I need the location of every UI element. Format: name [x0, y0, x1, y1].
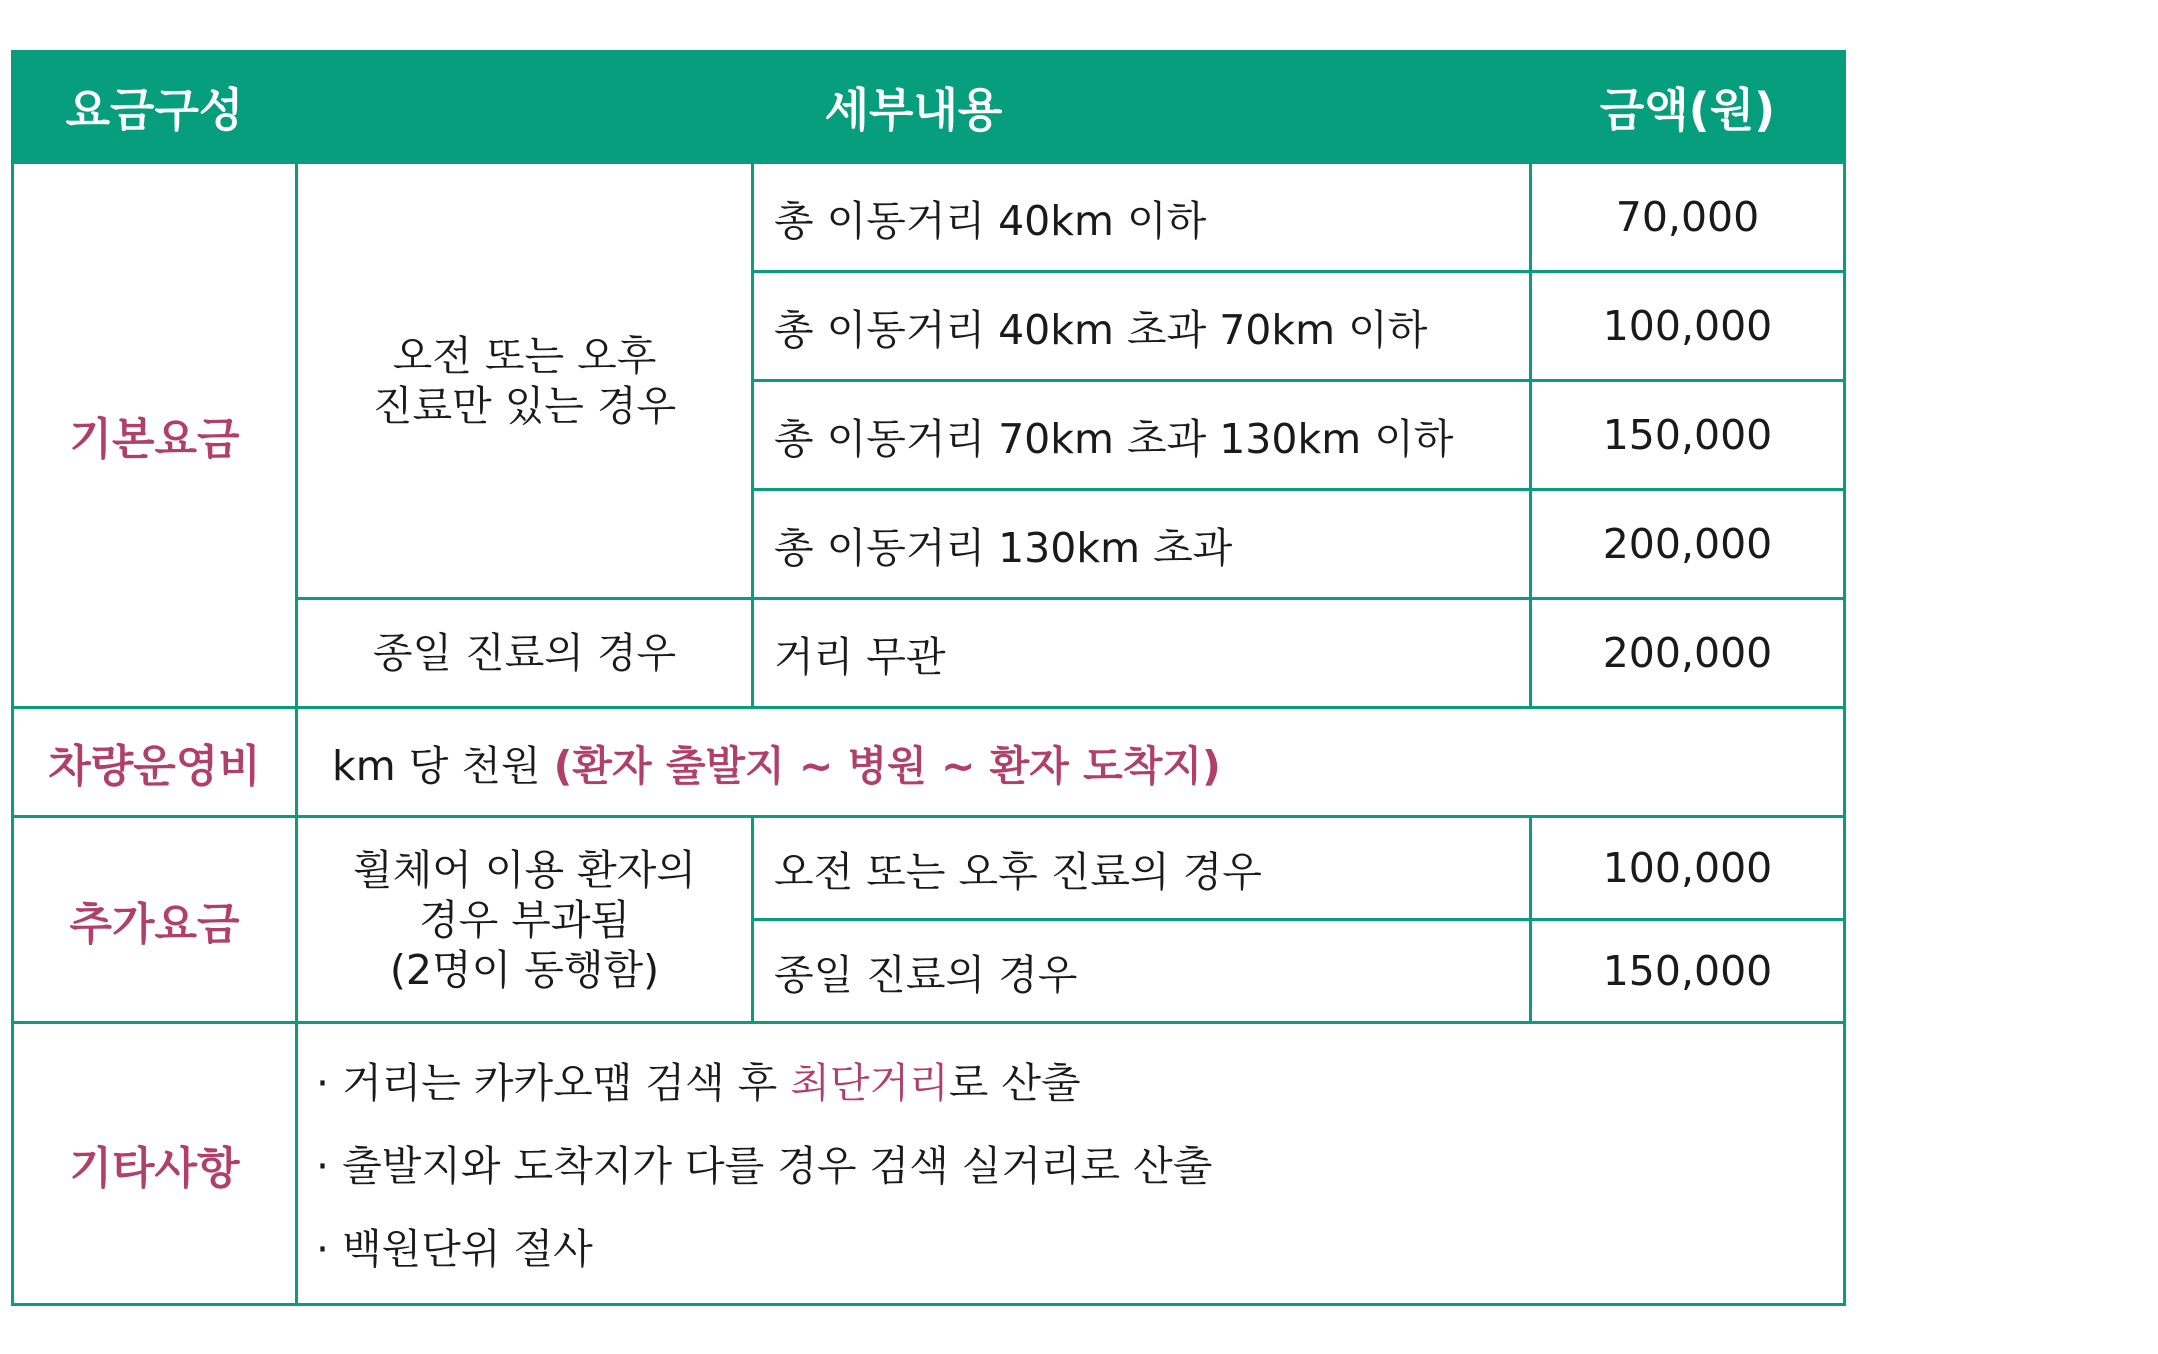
amount-cell: 100,000 [1531, 817, 1845, 920]
amount-cell: 150,000 [1531, 381, 1845, 490]
vehicle-fee-base: km 당 천원 [332, 741, 554, 790]
table-row [13, 1023, 1845, 1305]
header-row [13, 52, 1845, 163]
amount-cell: 200,000 [1531, 490, 1845, 599]
detail-cell: 총 이동거리 40km 초과 70km 이하 [753, 272, 1531, 381]
vehicle-fee-text [297, 708, 1845, 817]
note-item: · 백원단위 절사 [316, 1225, 593, 1273]
header-amount: 금액(원) [1531, 52, 1845, 163]
table-row [13, 163, 1845, 272]
extra-label-line: (2명이 동행함) [389, 945, 660, 994]
extra-label [297, 817, 753, 1023]
half-day-label-line: 진료만 있는 경우 [372, 381, 677, 430]
vehicle-fee-route: (환자 출발지 ~ 병원 ~ 환자 도착지) [553, 741, 1221, 790]
full-day-label: 종일 진료의 경우 [297, 599, 753, 708]
note-text: · 거리는 카카오맵 검색 후 [316, 1059, 791, 1107]
detail-cell: 총 이동거리 40km 이하 [753, 163, 1531, 272]
detail-cell: 거리 무관 [753, 599, 1531, 708]
fee-table [11, 50, 1846, 1306]
extra-label-line: 휠체어 이용 환자의 [353, 845, 696, 894]
category-misc: 기타사항 [13, 1023, 297, 1305]
category-extra: 추가요금 [13, 817, 297, 1023]
half-day-label-line: 오전 또는 오후 [392, 331, 657, 380]
table-row [13, 708, 1845, 817]
detail-cell: 종일 진료의 경우 [753, 920, 1531, 1023]
half-day-label [297, 163, 753, 599]
amount-cell: 200,000 [1531, 599, 1845, 708]
note-item: · 출발지와 도착지가 다를 경우 검색 실거리로 산출 [316, 1142, 1213, 1190]
note-text: 로 산출 [948, 1059, 1081, 1107]
detail-cell: 오전 또는 오후 진료의 경우 [753, 817, 1531, 920]
extra-label-line: 경우 부과됨 [418, 895, 631, 944]
table-row [13, 817, 1845, 920]
category-vehicle: 차량운영비 [13, 708, 297, 817]
amount-cell: 100,000 [1531, 272, 1845, 381]
header-detail: 세부내용 [297, 52, 1531, 163]
misc-notes [297, 1023, 1845, 1305]
amount-cell: 150,000 [1531, 920, 1845, 1023]
category-basic: 기본요금 [13, 163, 297, 708]
detail-cell: 총 이동거리 130km 초과 [753, 490, 1531, 599]
header-category: 요금구성 [13, 52, 297, 163]
detail-cell: 총 이동거리 70km 초과 130km 이하 [753, 381, 1531, 490]
note-highlight: 최단거리 [790, 1059, 949, 1107]
note-item [316, 1042, 1843, 1125]
amount-cell: 70,000 [1531, 163, 1845, 272]
